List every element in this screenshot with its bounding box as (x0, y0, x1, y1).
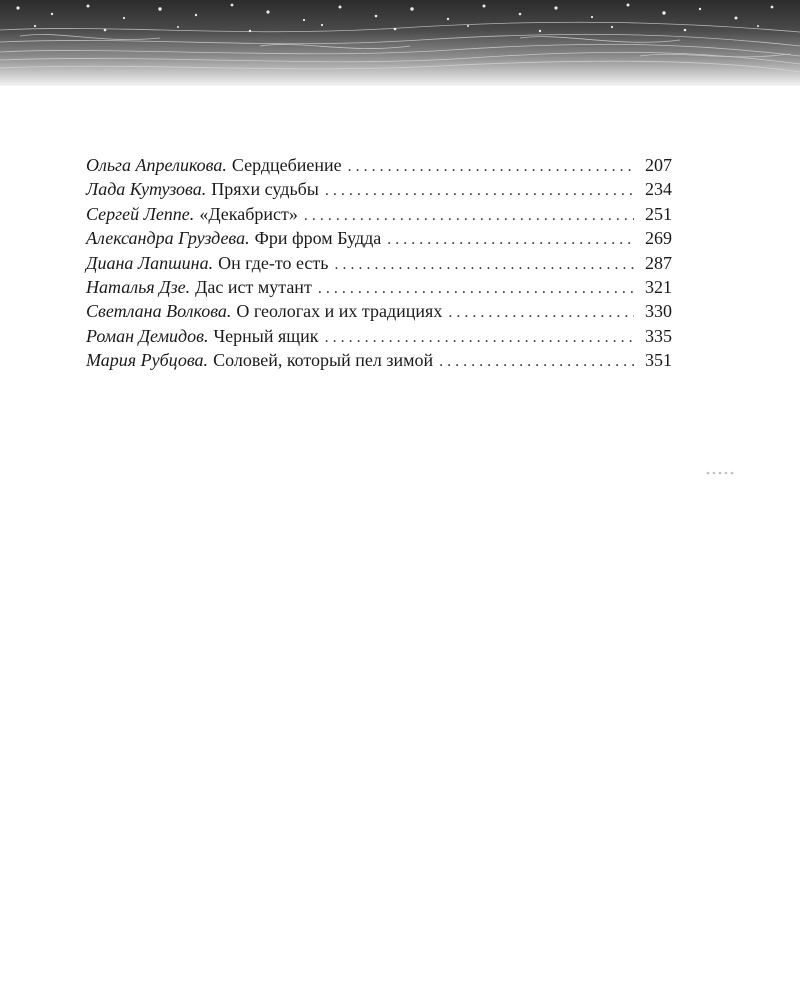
toc-page-number: 234 (645, 179, 672, 200)
toc-author: Александра Груздева. (86, 228, 250, 249)
toc-title: Дас ист мутант (195, 276, 312, 297)
toc-entry[interactable] (86, 226, 672, 250)
toc-title: Соловей, который пел зимой (213, 350, 434, 371)
toc-title: «Декабрист» (199, 203, 298, 224)
toc-page-number: 330 (645, 301, 672, 322)
toc-author: Сергей Леппе. (86, 203, 195, 224)
toc-page-number: 207 (645, 155, 672, 175)
toc-author: Диана Лапшина. (86, 252, 214, 273)
toc-page-number: 335 (645, 325, 672, 346)
toc-dot-leader (325, 179, 634, 203)
decorative-stray-mark (705, 471, 735, 475)
toc-entry[interactable] (86, 202, 672, 226)
toc-dot-leader (348, 155, 634, 179)
toc-dot-leader (304, 204, 634, 228)
toc-title: Фри фром Будда (254, 228, 382, 249)
toc-dot-leader (318, 277, 634, 301)
toc-dot-leader (387, 228, 634, 252)
decorative-snow-header-band (0, 0, 800, 86)
toc-entry[interactable] (86, 275, 672, 299)
toc-author: Наталья Дзе. (86, 276, 191, 297)
toc-dot-leader (439, 350, 634, 374)
toc-title: Черный ящик (213, 325, 319, 346)
toc-author: Ольга Апреликова. (86, 155, 227, 175)
toc-title: О геологах и их традициях (236, 301, 443, 322)
toc-entry[interactable] (86, 153, 672, 177)
toc-page-number: 351 (645, 350, 672, 371)
toc-page-number: 287 (645, 252, 672, 273)
toc-dot-leader (325, 326, 634, 350)
toc-entry[interactable] (86, 348, 672, 372)
toc-title: Пряхи судьбы (211, 179, 319, 200)
toc-page-number: 251 (645, 203, 672, 224)
table-of-contents (86, 153, 672, 373)
toc-page-number: 321 (645, 276, 672, 297)
toc-entry[interactable] (86, 251, 672, 275)
toc-entry[interactable] (86, 324, 672, 348)
toc-dot-leader (334, 253, 634, 277)
toc-title: Он где-то есть (218, 252, 329, 273)
toc-author: Светлана Волкова. (86, 301, 232, 322)
toc-author: Лада Кутузова. (86, 179, 207, 200)
toc-entry[interactable] (86, 177, 672, 201)
toc-entry[interactable] (86, 299, 672, 323)
toc-dot-leader (448, 301, 634, 325)
toc-author: Роман Демидов. (86, 325, 209, 346)
toc-title: Сердцебиение (231, 155, 342, 175)
toc-page-number: 269 (645, 228, 672, 249)
toc-author: Мария Рубцова. (86, 350, 209, 371)
